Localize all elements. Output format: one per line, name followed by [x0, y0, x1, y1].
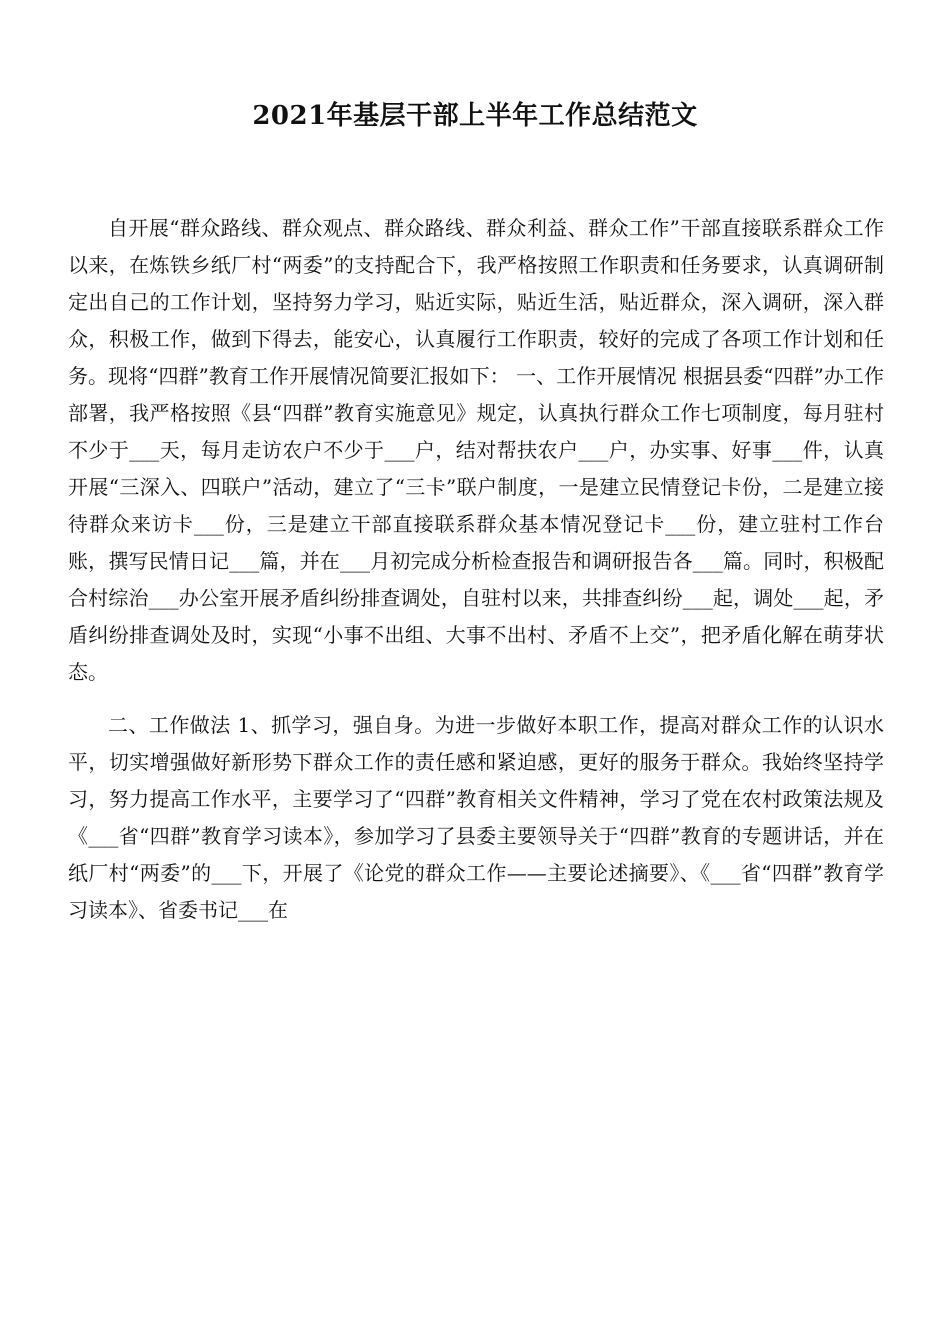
document-body	[68, 210, 884, 945]
paragraph-work-overview: 自开展“群众路线、群众观点、群众路线、群众利益、群众工作”干部直接联系群众工作以来，在炼铁乡纸厂村“两委”的支持配合下，我严格按照工作职责和任务要求，认真调研制定出自己的工作计划，坚持努力学习，贴近实际，贴近生活，贴近群众，深入调研，深入群众，积极工作，做到下得去，能安心，认真履行工作职责，较好的完成了各项工作计划和任务。现将“四群”教育工作开展情况简要汇报如下： 一、工作开展情况 根据县委“四群”办工作部署，我严格按照《县“四群”教育实施意见》规定，认真执行群众工作七项制度，每月驻村不少于___天，每月走访农户不少于___户，结对帮扶农户___户，办实事、好事___件，认真开展“三深入、四联户”活动，建立了“三卡”联户制度，一是建立民情登记卡份，二是建立接待群众来访卡___份，三是建立干部直接联系群众基本情况登记卡___份，建立驻村工作台账，撰写民情日记___篇，并在___月初完成分析检查报告和调研报告各___篇。同时，积极配合村综治___办公室开展矛盾纠纷排查调处，自驻村以来，共排查纠纷___起，调处___起，矛盾纠纷排查调处及时，实现“小事不出组、大事不出村、矛盾不上交”，把矛盾化解在萌芽状态。	[68, 216, 884, 684]
document-title: 2021年基层干部上半年工作总结范文	[252, 101, 698, 131]
paragraph-work-methods: 二、工作做法 1、抓学习，强自身。为进一步做好本职工作，提高对群众工作的认识水平，切实增强做好新形势下群众工作的责任感和紧迫感，更好的服务于群众。我始终坚持学习，努力提高工作水平，主要学习了“四群”教育相关文件精神，学习了党在农村政策法规及《___省“四群”教育学习读本》，参加学习了县委主要领导关于“四群”教育的专题讲话，并在纸厂村“两委”的___下，开展了《论党的群众工作——主要论述摘要》、《___省“四群”教育学习读本》、省委书记___在	[68, 713, 884, 922]
